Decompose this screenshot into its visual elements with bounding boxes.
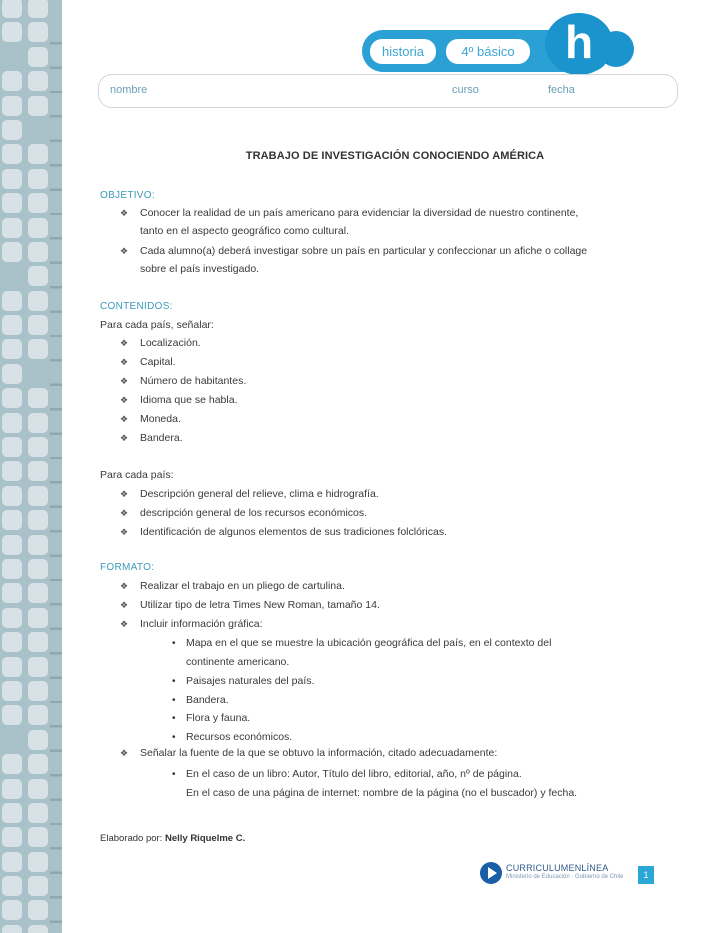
strip-square xyxy=(28,559,48,579)
strip-square xyxy=(2,559,22,579)
strip-square xyxy=(2,510,22,530)
strip-square xyxy=(2,291,22,311)
page-number: 1 xyxy=(638,866,654,884)
strip-square xyxy=(2,730,22,750)
diamond-bullet-icon: ❖ xyxy=(120,376,129,386)
author-credit xyxy=(100,833,245,844)
strip-square xyxy=(2,413,22,433)
strip-square xyxy=(28,632,48,652)
strip-square xyxy=(2,583,22,603)
source-item: ❖ Señalar la fuente de la que se obtuvo la información, citado adecuadamente: xyxy=(120,744,497,763)
strip-square xyxy=(28,71,48,91)
strip-square xyxy=(28,705,48,725)
strip-pattern xyxy=(2,0,50,933)
strip-square xyxy=(2,657,22,677)
logo-main-text: CURRICULUMENLÍNEA xyxy=(506,863,609,873)
objective-item-cont: sobre el país investigado. xyxy=(140,263,260,275)
strip-square xyxy=(28,925,48,933)
strip-square xyxy=(28,681,48,701)
strip-square xyxy=(2,388,22,408)
author-label: Elaborado por: xyxy=(100,833,163,844)
diamond-bullet-icon: ❖ xyxy=(120,433,129,443)
strip-square xyxy=(2,632,22,652)
strip-square xyxy=(28,437,48,457)
level-badge: 4º básico xyxy=(446,39,530,64)
contents-list-item: ❖ Idioma que se habla. xyxy=(120,391,237,410)
diamond-bullet-icon: ❖ xyxy=(120,246,129,256)
objective-heading: OBJETIVO: xyxy=(100,190,155,201)
strip-square xyxy=(2,608,22,628)
student-info-field[interactable] xyxy=(98,74,678,108)
contents-intro-2: Para cada país: xyxy=(100,469,174,481)
strip-square xyxy=(28,291,48,311)
strip-square xyxy=(28,876,48,896)
strip-square xyxy=(28,852,48,872)
diamond-bullet-icon: ❖ xyxy=(120,600,129,610)
strip-square xyxy=(28,461,48,481)
strip-square xyxy=(28,266,48,286)
course-label: curso xyxy=(452,84,479,96)
name-label: nombre xyxy=(110,84,148,96)
strip-square xyxy=(28,803,48,823)
author-name: Nelly Riquelme C. xyxy=(164,833,246,844)
strip-square xyxy=(28,388,48,408)
bullet-icon: • xyxy=(172,713,176,724)
strip-square xyxy=(28,779,48,799)
format-item: ❖ Realizar el trabajo en un pliego de cartulina. xyxy=(120,577,345,596)
format-heading: FORMATO: xyxy=(100,562,155,573)
strip-square xyxy=(2,461,22,481)
strip-square xyxy=(2,852,22,872)
strip-square xyxy=(28,754,48,774)
strip-square xyxy=(28,339,48,359)
strip-square xyxy=(28,535,48,555)
diamond-bullet-icon: ❖ xyxy=(120,357,129,367)
document-title: TRABAJO DE INVESTIGACIÓN CONOCIENDO AMÉRICA xyxy=(245,150,545,162)
strip-square xyxy=(2,925,22,933)
strip-square xyxy=(2,827,22,847)
bullet-icon: • xyxy=(172,638,176,649)
strip-square xyxy=(28,120,48,140)
strip-square xyxy=(2,22,22,42)
strip-square xyxy=(2,779,22,799)
date-label: fecha xyxy=(548,84,575,96)
strip-square xyxy=(28,900,48,920)
curriculum-logo[interactable] xyxy=(480,862,623,884)
format-item: ❖ Incluir información gráfica: xyxy=(120,615,263,634)
play-logo-icon xyxy=(480,862,502,884)
diamond-bullet-icon: ❖ xyxy=(120,748,129,758)
contents-list-item: ❖ Moneda. xyxy=(120,410,181,429)
strip-square xyxy=(2,681,22,701)
contents-list-item: ❖ Descripción general del relieve, clima e hidrografía. xyxy=(120,485,379,504)
strip-square xyxy=(28,218,48,238)
history-logo-icon: h xyxy=(545,13,613,75)
diamond-bullet-icon: ❖ xyxy=(120,527,129,537)
strip-square xyxy=(2,47,22,67)
diamond-bullet-icon: ❖ xyxy=(120,508,129,518)
strip-square xyxy=(2,876,22,896)
diamond-bullet-icon: ❖ xyxy=(120,414,129,424)
contents-heading: CONTENIDOS: xyxy=(100,301,173,312)
bullet-icon: • xyxy=(172,731,176,743)
strip-square xyxy=(2,169,22,189)
strip-square xyxy=(2,120,22,140)
contents-intro: Para cada país, señalar: xyxy=(100,319,214,331)
strip-square xyxy=(28,242,48,262)
diamond-bullet-icon: ❖ xyxy=(120,489,129,499)
strip-square xyxy=(2,71,22,91)
strip-square xyxy=(28,193,48,213)
strip-square xyxy=(28,0,48,18)
diamond-bullet-icon: ❖ xyxy=(120,395,129,405)
strip-square xyxy=(2,705,22,725)
logo-sub-text: Ministerio de Educación · Gobierno de Chile xyxy=(506,874,624,880)
strip-square xyxy=(28,583,48,603)
diamond-bullet-icon: ❖ xyxy=(120,338,129,348)
contents-list-item: ❖ descripción general de los recursos económicos. xyxy=(120,504,367,523)
strip-square xyxy=(2,437,22,457)
strip-square xyxy=(2,0,22,18)
graphic-item-cont: continente americano. xyxy=(186,656,290,668)
bullet-icon: • xyxy=(172,676,176,687)
diamond-bullet-icon: ❖ xyxy=(120,208,129,218)
decorative-side-strip xyxy=(0,0,62,933)
strip-square xyxy=(28,413,48,433)
diamond-bullet-icon: ❖ xyxy=(120,581,129,591)
strip-square xyxy=(2,900,22,920)
strip-square xyxy=(2,242,22,262)
contents-list-item: ❖ Capital. xyxy=(120,353,176,372)
objective-item: ❖ Conocer la realidad de un país americano para evidenciar la diversidad de nuestro continente, xyxy=(120,204,578,223)
strip-square xyxy=(2,486,22,506)
strip-square xyxy=(28,47,48,67)
strip-square xyxy=(2,315,22,335)
strip-square xyxy=(28,827,48,847)
strip-square xyxy=(28,22,48,42)
strip-square xyxy=(28,608,48,628)
source-sub-item-cont: En el caso de una página de internet: nombre de la página (no el buscador) y fecha. xyxy=(186,787,578,799)
strip-square xyxy=(28,486,48,506)
graphic-item: • Bandera. xyxy=(172,691,229,710)
strip-square xyxy=(2,535,22,555)
strip-square xyxy=(28,96,48,116)
contents-list-item: ❖ Identificación de algunos elementos de sus tradiciones folclóricas. xyxy=(120,523,447,542)
strip-square xyxy=(28,510,48,530)
strip-square xyxy=(28,657,48,677)
objective-item: ❖ Cada alumno(a) deberá investigar sobre un país en particular y confeccionar un afiche o collage xyxy=(120,242,587,261)
strip-square xyxy=(28,730,48,750)
strip-square xyxy=(2,754,22,774)
strip-square xyxy=(2,364,22,384)
strip-square xyxy=(2,266,22,286)
subject-badge: historia xyxy=(370,39,436,64)
strip-square xyxy=(2,339,22,359)
contents-list-item: ❖ Bandera. xyxy=(120,429,183,448)
diamond-bullet-icon: ❖ xyxy=(120,619,129,629)
bullet-icon: • xyxy=(172,694,176,706)
graphic-item: • Recursos económicos. xyxy=(172,728,292,747)
format-item: ❖ Utilizar tipo de letra Times New Roman, tamaño 14. xyxy=(120,596,380,615)
bullet-icon: • xyxy=(172,769,176,780)
strip-square xyxy=(2,96,22,116)
contents-list-item: ❖ Localización. xyxy=(120,334,201,353)
strip-square xyxy=(2,218,22,238)
strip-square xyxy=(28,315,48,335)
strip-square xyxy=(2,803,22,823)
strip-square xyxy=(28,364,48,384)
graphic-item: • Paisajes naturales del país. xyxy=(172,672,314,691)
strip-square xyxy=(28,169,48,189)
source-sub-item: • En el caso de un libro: Autor, Título del libro, editorial, año, nº de página. xyxy=(172,765,522,784)
graphic-item: • Mapa en el que se muestre la ubicación geográfica del país, en el contexto del xyxy=(172,634,551,653)
graphic-item: • Flora y fauna. xyxy=(172,709,250,728)
strip-square xyxy=(2,193,22,213)
contents-list-item: ❖ Número de habitantes. xyxy=(120,372,246,391)
objective-item-cont: tanto en el aspecto geográfico como cultural. xyxy=(140,225,349,237)
